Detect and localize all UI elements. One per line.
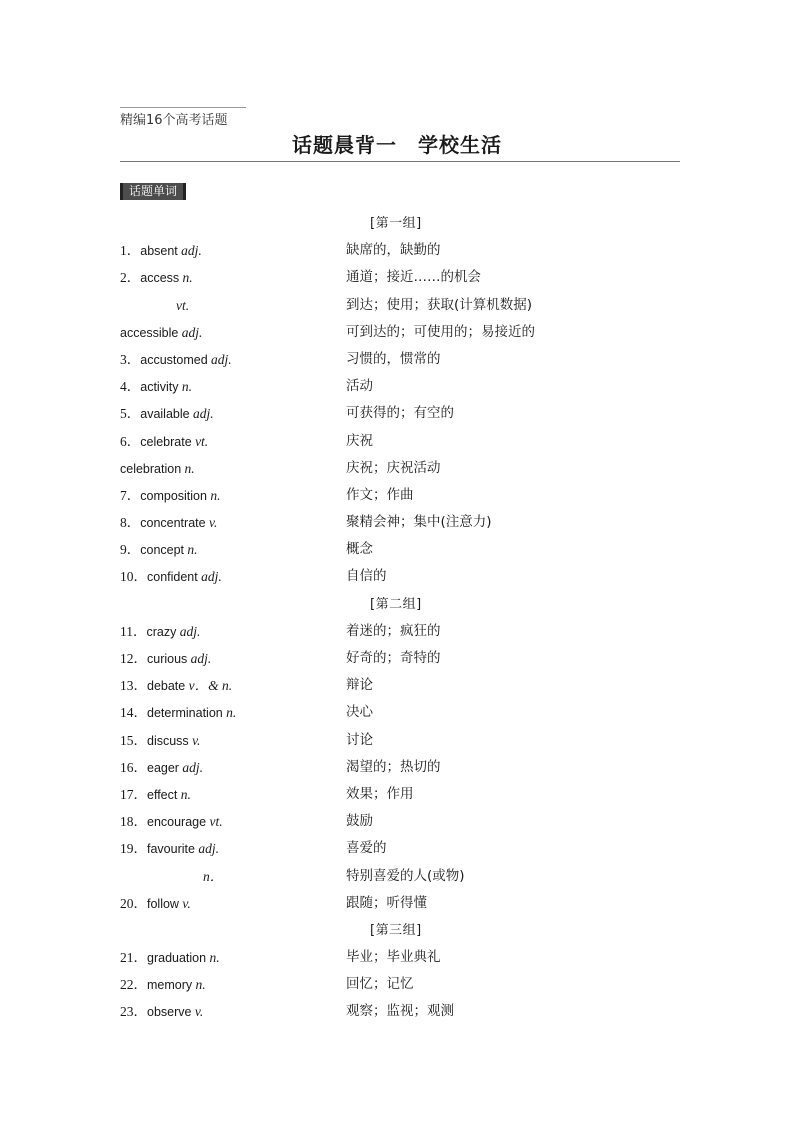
entry-meaning: 活动 <box>346 378 373 395</box>
entry-english <box>120 754 203 782</box>
entry-meaning: 庆祝；庆祝活动 <box>346 459 441 476</box>
entry-word: celebration <box>120 461 182 476</box>
entry-meaning: 鼓励 <box>346 813 373 830</box>
vocab-entry <box>0 645 794 672</box>
group-header <box>0 917 794 944</box>
vocab-entry <box>0 754 794 781</box>
entry-pos: adj. <box>182 759 203 775</box>
entry-meaning: 好奇的；奇特的 <box>346 650 441 666</box>
entry-word: activity <box>140 380 179 395</box>
entry-number: 4． <box>120 379 141 395</box>
entry-number: 10． <box>120 569 147 585</box>
entry-meaning: 特别喜爱的人(或物) <box>346 867 465 884</box>
entry-meaning: 观察；监视；观测 <box>346 1003 454 1020</box>
vocab-entry <box>0 292 794 319</box>
entry-meaning: 跟随；听得懂 <box>346 894 427 911</box>
entry-number: 20． <box>120 895 147 911</box>
entry-number: 3． <box>120 351 141 367</box>
entry-pos: n. <box>182 270 193 286</box>
entry-meaning: 辩论 <box>346 677 373 694</box>
entry-english <box>120 808 223 836</box>
entry-meaning: 可获得的；有空的 <box>346 405 454 422</box>
entry-english <box>120 998 203 1026</box>
entry-english <box>120 237 202 265</box>
entry-word: encourage <box>147 815 207 830</box>
vocab-entry <box>0 373 794 400</box>
entry-meaning: 讨论 <box>346 731 373 748</box>
vocab-entry <box>0 781 794 808</box>
entry-pos: adj. <box>201 569 222 585</box>
vocab-entry <box>0 319 794 346</box>
entry-meaning: 渴望的；热切的 <box>346 758 441 775</box>
entry-meaning: 自信的 <box>346 568 387 585</box>
vocab-entry <box>0 455 794 482</box>
vocab-entry <box>0 808 794 835</box>
vocab-entry <box>0 346 794 373</box>
entry-meaning: 庆祝 <box>346 432 373 449</box>
title-divider <box>120 161 680 162</box>
entry-meaning: 习惯的，惯常的 <box>346 350 441 367</box>
group-header <box>0 210 794 237</box>
vocab-entry <box>0 890 794 917</box>
entry-word: graduation <box>147 951 207 966</box>
entry-pos: adj. <box>181 324 203 340</box>
entry-pos: v. <box>192 732 201 748</box>
entry-word: observe <box>147 1005 192 1020</box>
entry-number: 5． <box>120 406 141 422</box>
entry-pos: n． <box>203 868 224 884</box>
entry-word: accessible <box>120 325 179 340</box>
entry-word: concentrate <box>140 516 206 531</box>
vocab-entry <box>0 863 794 890</box>
entry-pos: vt. <box>195 433 209 449</box>
entry-word: debate <box>147 679 186 694</box>
entry-meaning: 概念 <box>346 541 373 558</box>
entry-english <box>120 428 208 456</box>
entry-number: 8． <box>120 515 141 531</box>
entry-pos: vt. <box>209 814 223 830</box>
entry-english <box>120 618 200 646</box>
entry-number: 16． <box>120 759 147 775</box>
entry-number: 22． <box>120 977 147 993</box>
vocab-entry <box>0 618 794 645</box>
series-label: 精编16个高考话题 <box>120 107 246 128</box>
entry-number: 7． <box>120 487 141 503</box>
entry-english <box>120 400 214 428</box>
entry-number: 12． <box>120 651 147 666</box>
vocab-entry <box>0 699 794 726</box>
entry-meaning: 聚精会神；集中(注意力) <box>346 514 492 531</box>
entry-pos: n. <box>195 977 206 993</box>
entry-pos: adj. <box>198 841 219 857</box>
entry-english <box>120 781 191 809</box>
entry-meaning: 着迷的；疯狂的 <box>346 622 441 639</box>
entry-number: 17． <box>120 786 147 802</box>
entry-pos: v．& n. <box>188 678 233 694</box>
entry-pos: vt. <box>176 297 190 313</box>
vocab-entry <box>0 672 794 699</box>
entry-english <box>120 319 202 347</box>
entry-english <box>120 835 219 863</box>
entry-number: 2． <box>120 270 141 286</box>
entry-meaning: 喜爱的 <box>346 840 387 857</box>
entry-word: access <box>140 271 180 286</box>
entry-english <box>120 264 193 292</box>
vocab-entry <box>0 509 794 536</box>
entry-english <box>120 699 236 727</box>
entry-pos: n. <box>187 542 198 558</box>
entry-number: 13． <box>120 678 147 694</box>
entry-pos: adj. <box>192 406 214 422</box>
entry-english <box>120 944 220 972</box>
entry-word: curious <box>147 652 188 666</box>
group-label: [第一组] <box>370 216 422 231</box>
entry-english <box>120 563 222 591</box>
entry-meaning: 可到达的；可使用的；易接近的 <box>346 323 535 340</box>
entry-meaning: 效果；作用 <box>346 785 414 802</box>
entry-english <box>176 292 189 320</box>
entry-pos: adj. <box>211 351 232 367</box>
entry-number: 21． <box>120 950 147 966</box>
entry-word: concept <box>140 543 185 558</box>
vocab-entry <box>0 237 794 264</box>
entry-english <box>120 727 200 755</box>
entry-number: 19． <box>120 841 147 857</box>
page-title: 话题晨背一 学校生活 <box>292 133 502 157</box>
group-label: [第二组] <box>370 596 422 612</box>
entry-word: discuss <box>147 733 189 748</box>
entry-pos: n. <box>181 379 192 395</box>
vocab-entry <box>0 264 794 291</box>
entry-number: 15． <box>120 732 147 748</box>
entry-english <box>120 373 192 401</box>
group-label: [第三组] <box>370 922 422 938</box>
entry-number: 9． <box>120 542 141 558</box>
vocab-entry <box>0 727 794 754</box>
entry-meaning: 缺席的，缺勤的 <box>346 242 441 259</box>
entry-english <box>203 863 223 891</box>
entry-meaning: 决心 <box>346 704 373 721</box>
entry-word: determination <box>147 706 223 721</box>
entry-word: follow <box>147 896 179 911</box>
vocab-entry <box>0 428 794 455</box>
vocab-entry <box>0 400 794 427</box>
vocab-list <box>0 210 794 1026</box>
entry-word: crazy <box>146 624 177 639</box>
group-header <box>0 591 794 618</box>
entry-pos: v. <box>194 1004 204 1020</box>
entry-english <box>120 645 211 673</box>
entry-word: composition <box>140 488 207 503</box>
vocab-entry <box>0 536 794 563</box>
vocab-entry <box>0 482 794 509</box>
entry-word: confident <box>147 570 198 585</box>
entry-english <box>120 536 198 564</box>
entry-pos: adj. <box>179 623 201 639</box>
entry-meaning: 作文；作曲 <box>346 486 414 503</box>
entry-word: eager <box>147 760 179 775</box>
entry-english <box>120 346 232 374</box>
entry-number: 1． <box>120 243 141 259</box>
entry-english <box>120 672 232 700</box>
entry-word: favourite <box>147 842 195 857</box>
entry-meaning: 回忆；记忆 <box>346 976 414 993</box>
entry-word: absent <box>140 244 178 259</box>
entry-pos: n. <box>180 786 191 802</box>
entry-english <box>120 971 206 999</box>
vocab-entry <box>0 998 794 1025</box>
entry-word: celebrate <box>140 434 192 449</box>
entry-pos: v. <box>182 895 191 911</box>
entry-english <box>120 455 195 483</box>
entry-pos: adj. <box>190 651 212 666</box>
entry-meaning: 到达；使用；获取(计算机数据) <box>346 296 533 313</box>
section-tag: 话题单词 <box>120 183 186 200</box>
entry-word: effect <box>147 787 178 802</box>
entry-number: 18． <box>120 814 147 830</box>
entry-pos: n. <box>210 487 221 503</box>
entry-word: memory <box>147 978 193 993</box>
vocab-entry <box>0 944 794 971</box>
entry-number: 23． <box>120 1004 147 1020</box>
entry-word: available <box>140 407 190 422</box>
vocab-entry <box>0 835 794 862</box>
entry-number: 14． <box>120 705 147 721</box>
entry-english <box>120 482 220 510</box>
entry-pos: n. <box>209 950 220 966</box>
entry-pos: v. <box>208 515 218 531</box>
entry-pos: n. <box>226 705 237 721</box>
vocab-entry <box>0 563 794 590</box>
entry-meaning: 毕业；毕业典礼 <box>346 949 441 966</box>
entry-number: 11． <box>120 623 147 639</box>
entry-word: accustomed <box>140 352 208 367</box>
entry-english <box>120 509 217 537</box>
entry-pos: n. <box>184 460 195 476</box>
entry-pos: adj. <box>181 243 202 259</box>
entry-english <box>120 890 191 918</box>
entry-number: 6． <box>120 433 141 449</box>
vocab-entry <box>0 971 794 998</box>
entry-meaning: 通道；接近……的机会 <box>346 269 481 286</box>
